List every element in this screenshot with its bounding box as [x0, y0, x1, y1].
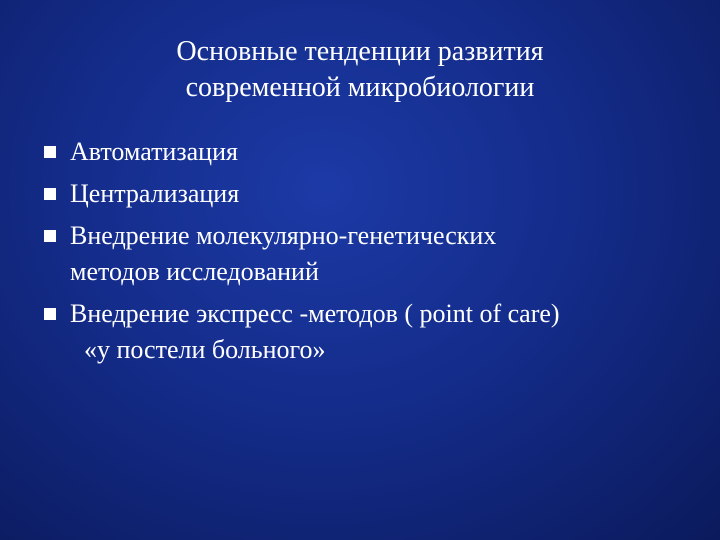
- bullet-item-centralization: [44, 176, 684, 212]
- bullet-list: [44, 134, 684, 374]
- bullet-text: Централизация: [70, 179, 240, 208]
- square-bullet-icon: [44, 188, 56, 200]
- slide-title: [60, 34, 660, 106]
- square-bullet-icon: [44, 230, 56, 242]
- bullet-item-express-methods: [44, 296, 684, 368]
- bullet-item-automation: [44, 134, 684, 170]
- bullet-text-continuation: методов исследований: [70, 257, 319, 286]
- bullet-text: Внедрение экспресс -методов ( point of care): [70, 299, 560, 328]
- square-bullet-icon: [44, 308, 56, 320]
- square-bullet-icon: [44, 146, 56, 158]
- bullet-text: Внедрение молекулярно-генетических: [70, 221, 497, 250]
- bullet-text: Автоматизация: [70, 137, 238, 166]
- slide-title-line-1: Основные тенденции развития: [176, 36, 544, 67]
- bullet-text-continuation: «у постели больного»: [84, 335, 326, 364]
- slide-title-line-2: современной микробиологии: [185, 72, 535, 103]
- bullet-item-molecular-genetic: [44, 218, 684, 290]
